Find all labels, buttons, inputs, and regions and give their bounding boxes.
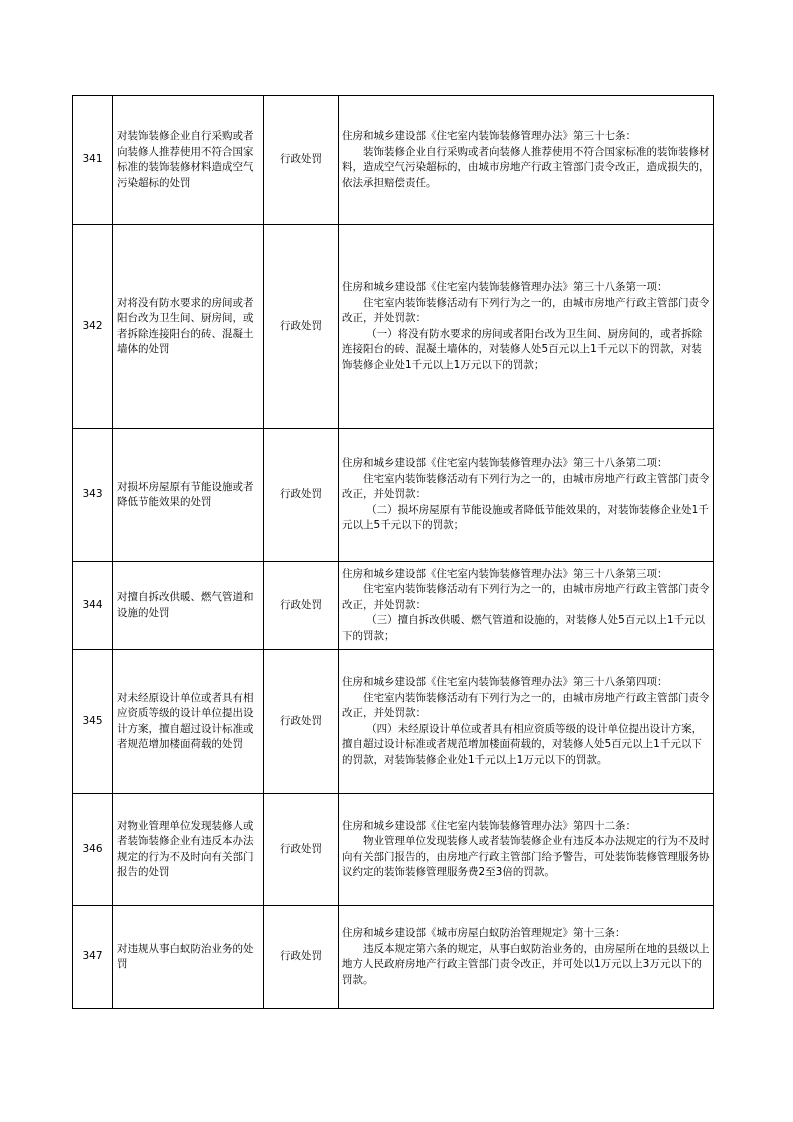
- penalty-item: 对装饰装修企业自行采购或者向装修人推荐使用不符合国家标准的装饰装修材料造成空气污染超标的处罚: [113, 96, 264, 225]
- penalty-type: 行政处罚: [264, 794, 339, 906]
- basis-text: 住宅室内装饰装修活动有下列行为之一的，由城市房地产行政主管部门责令改正，并处罚款：: [342, 472, 710, 501]
- penalty-type: 行政处罚: [264, 429, 339, 562]
- legal-basis: [339, 96, 714, 225]
- basis-heading: 住房和城乡建设部《住宅室内装饰装修管理办法》第三十八条第三项：: [342, 567, 668, 580]
- row-number: 347: [73, 906, 113, 1009]
- basis-heading: 住房和城乡建设部《住宅室内装饰装修管理办法》第三十八条第一项：: [342, 281, 668, 293]
- penalty-type: 行政处罚: [264, 96, 339, 225]
- penalty-type: 行政处罚: [264, 225, 339, 429]
- legal-basis: [339, 225, 714, 429]
- table-row: [73, 794, 714, 906]
- basis-text: 住宅室内装饰装修活动有下列行为之一的，由城市房地产行政主管部门责令改正，并处罚款：: [342, 691, 710, 719]
- basis-text: 住宅室内装饰装修活动有下列行为之一的，由城市房地产行政主管部门责令改正，并处罚款：: [342, 296, 710, 324]
- table-row: [73, 429, 714, 562]
- table-row: [73, 906, 714, 1009]
- row-number: 345: [73, 650, 113, 794]
- legal-basis: [339, 906, 714, 1009]
- legal-basis: [339, 562, 714, 650]
- legal-basis: [339, 794, 714, 906]
- penalty-item: 对未经原设计单位或者具有相应资质等级的设计单位提出设计方案，擅自超过设计标准或者规范增加楼面荷载的处罚: [113, 650, 264, 794]
- penalty-item: 对物业管理单位发现装修人或者装饰装修企业有违反本办法规定的行为不及时向有关部门报告的处罚: [113, 794, 264, 906]
- row-number: 343: [73, 429, 113, 562]
- basis-heading: 住房和城乡建设部《住宅室内装饰装修管理办法》第三十八条第二项：: [342, 457, 668, 470]
- penalty-type: 行政处罚: [264, 650, 339, 794]
- basis-clause: （四）未经原设计单位或者具有相应资质等级的设计单位提出设计方案，擅自超过设计标准或者规范增加楼面荷载的，对装修人处5百元以上1千元以下的罚款，对装饰装修企业处1千元以上1万元以下的罚款。: [342, 722, 703, 766]
- row-number: 344: [73, 562, 113, 650]
- table-row: [73, 650, 714, 794]
- penalty-type: 行政处罚: [264, 906, 339, 1009]
- penalty-table: [72, 95, 714, 1009]
- row-number: 342: [73, 225, 113, 429]
- basis-text: 违反本规定第六条的规定，从事白蚁防治业务的，由房屋所在地的县级以上地方人民政府房地产行政主管部门责令改正，并可处以1万元以上3万元以下的罚款。: [342, 942, 710, 986]
- legal-basis: [339, 429, 714, 562]
- basis-clause: （二）损坏房屋原有节能设施或者降低节能效果的，对装饰装修企业处1千元以上5千元以下的罚款；: [342, 503, 709, 532]
- legal-basis: [339, 650, 714, 794]
- row-number: 341: [73, 96, 113, 225]
- basis-heading: 住房和城乡建设部《住宅室内装饰装修管理办法》第三十七条：: [342, 130, 636, 142]
- table-row: [73, 562, 714, 650]
- table-row: [73, 225, 714, 429]
- basis-text: 装饰装修企业自行采购或者向装修人推荐使用不符合国家标准的装饰装修材料，造成空气污染超标的，由城市房地产行政主管部门责令改正，造成损失的，依法承担赔偿责任。: [342, 145, 710, 189]
- basis-clause: （一）将没有防水要求的房间或者阳台改为卫生间、厨房间的，或者拆除连接阳台的砖、混凝土墙体的，对装修人处5百元以上1千元以下的罚款，对装饰装修企业处1千元以上1万元以下的罚款；: [342, 327, 703, 371]
- basis-clause: （三）擅自拆改供暖、燃气管道和设施的，对装修人处5百元以上1千元以下的罚款；: [342, 614, 706, 642]
- basis-text: 物业管理单位发现装修人或者装饰装修企业有违反本办法规定的行为不及时向有关部门报告的，由房地产行政主管部门给予警告，可处装饰装修管理服务协议约定的装饰装修管理服务费2至3倍的罚款。: [342, 835, 710, 878]
- basis-text: 住宅室内装饰装修活动有下列行为之一的，由城市房地产行政主管部门责令改正，并处罚款：: [342, 583, 710, 611]
- penalty-item: 对将没有防水要求的房间或者阳台改为卫生间、厨房间，或者拆除连接阳台的砖、混凝土墙体的处罚: [113, 225, 264, 429]
- table-row: [73, 96, 714, 225]
- row-number: 346: [73, 794, 113, 906]
- penalty-item: 对损坏房屋原有节能设施或者降低节能效果的处罚: [113, 429, 264, 562]
- basis-heading: 住房和城乡建设部《城市房屋白蚁防治管理规定》第十三条：: [342, 927, 626, 939]
- penalty-item: 对违规从事白蚁防治业务的处罚: [113, 906, 264, 1009]
- penalty-item: 对擅自拆改供暖、燃气管道和设施的处罚: [113, 562, 264, 650]
- penalty-type: 行政处罚: [264, 562, 339, 650]
- basis-heading: 住房和城乡建设部《住宅室内装饰装修管理办法》第四十二条：: [342, 819, 636, 832]
- basis-heading: 住房和城乡建设部《住宅室内装饰装修管理办法》第三十八条第四项：: [342, 676, 668, 688]
